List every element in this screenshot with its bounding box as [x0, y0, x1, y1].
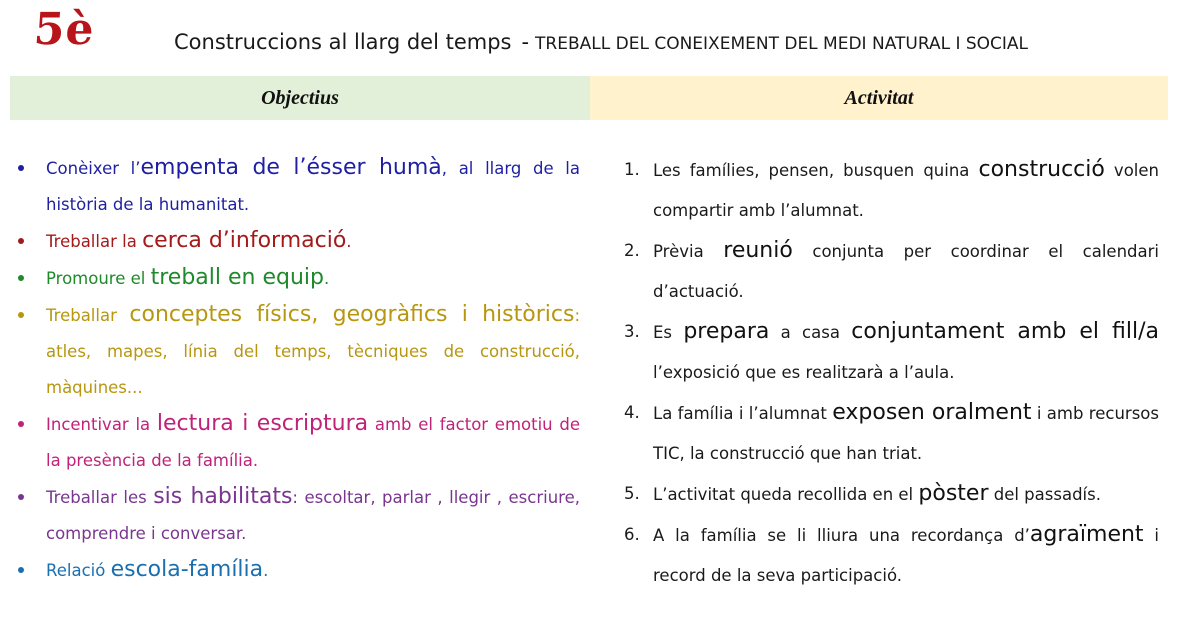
activitat-item [624, 515, 1159, 596]
page-title [174, 30, 1028, 54]
item-number: 4. [624, 403, 640, 422]
activitat-highlight: conjuntament amb el fill/a [851, 319, 1159, 344]
bullet-icon [18, 421, 24, 427]
activitat-text: A la família se li lliura una recordança d’ [653, 526, 1030, 545]
objectiu-text: amb el factor emotiu de la presència de la família. [46, 415, 580, 470]
activitat-highlight: exposen oralment [832, 400, 1032, 425]
grade-logo: 5è [32, 4, 97, 55]
bullet-icon [18, 238, 24, 244]
item-number: 1. [624, 160, 640, 179]
objectius-list [18, 150, 580, 589]
activitat-header: Activitat [590, 76, 1168, 120]
objectiu-text: Relació [46, 561, 111, 580]
objectiu-text: . [263, 561, 269, 580]
bullet-icon [18, 494, 24, 500]
item-number: 5. [624, 484, 640, 503]
activitat-text: i record de la seva participació. [653, 526, 1159, 585]
activitat-highlight: prepara [683, 319, 770, 344]
objectiu-item [18, 150, 580, 223]
activitat-text: i amb recursos TIC, la construcció que han triat. [653, 404, 1159, 463]
activitat-text: volen compartir amb l’alumnat. [653, 161, 1159, 220]
item-number: 6. [624, 525, 640, 544]
objectiu-highlight: lectura i escriptura [156, 411, 369, 436]
title-subtitle: TREBALL DEL CONEIXEMENT DEL MEDI NATURAL I SOCIAL [535, 34, 1029, 54]
activitat-text: Es [653, 323, 684, 342]
objectiu-text: Promoure el [46, 269, 151, 288]
objectiu-item [18, 479, 580, 552]
bullet-icon [18, 312, 24, 318]
title-separator: - [521, 30, 530, 54]
activitat-text: a casa [769, 323, 852, 342]
activitat-text: conjunta per coordinar el calendari d’actuació. [653, 242, 1159, 301]
activitat-list [624, 150, 1159, 596]
activitat-text: l’exposició que es realitzarà a l’aula. [653, 363, 955, 382]
objectiu-highlight: treball en equip [150, 265, 324, 290]
objectiu-item [18, 552, 580, 589]
objectiu-item [18, 406, 580, 479]
objectiu-text: . [324, 269, 330, 288]
objectiu-text: , al llarg de la història de la humanitat. [46, 159, 580, 214]
objectiu-text: . [346, 232, 352, 251]
activitat-item [624, 474, 1159, 515]
objectiu-text: Incentivar la [46, 415, 157, 434]
item-number: 3. [624, 322, 640, 341]
item-number: 2. [624, 241, 640, 260]
objectiu-item [18, 260, 580, 297]
objectiu-text: Treballar les [46, 488, 154, 507]
activitat-text: Prèvia [653, 242, 724, 261]
objectiu-highlight: conceptes físics, geogràfics i històrics [129, 302, 575, 327]
objectiu-text: : atles, mapes, línia del temps, tècniques de construcció, màquines... [46, 306, 580, 397]
activitat-item [624, 312, 1159, 393]
objectiu-text: Treballar la [46, 232, 143, 251]
activitat-highlight: pòster [918, 481, 989, 506]
activitat-highlight: reunió [723, 238, 793, 263]
objectiu-item [18, 297, 580, 406]
activitat-text: Les famílies, pensen, busquen quina [653, 161, 979, 180]
activitat-item [624, 393, 1159, 474]
objectiu-highlight: empenta de l’ésser humà [140, 155, 442, 180]
objectiu-text: : escoltar, parlar , llegir , escriure, comprendre i conversar. [46, 488, 580, 543]
bullet-icon [18, 567, 24, 573]
activitat-text: La família i l’alumnat [653, 404, 833, 423]
activitat-text: L’activitat queda recollida en el [653, 485, 919, 504]
objectiu-highlight: cerca d’informació [142, 228, 347, 253]
objectiu-text: Treballar [46, 306, 130, 325]
activitat-item [624, 150, 1159, 231]
activitat-highlight: construcció [978, 157, 1105, 182]
objectiu-item [18, 223, 580, 260]
objectius-header: Objectius [10, 76, 590, 120]
bullet-icon [18, 275, 24, 281]
activitat-text: del passadís. [988, 485, 1101, 504]
objectiu-highlight: escola-família [110, 557, 264, 582]
activitat-highlight: agraïment [1029, 522, 1144, 547]
title-main: Construccions al llarg del temps [174, 30, 512, 54]
activitat-item [624, 231, 1159, 312]
objectiu-highlight: sis habilitats [153, 484, 293, 509]
bullet-icon [18, 165, 24, 171]
objectiu-text: Conèixer l’ [46, 159, 141, 178]
